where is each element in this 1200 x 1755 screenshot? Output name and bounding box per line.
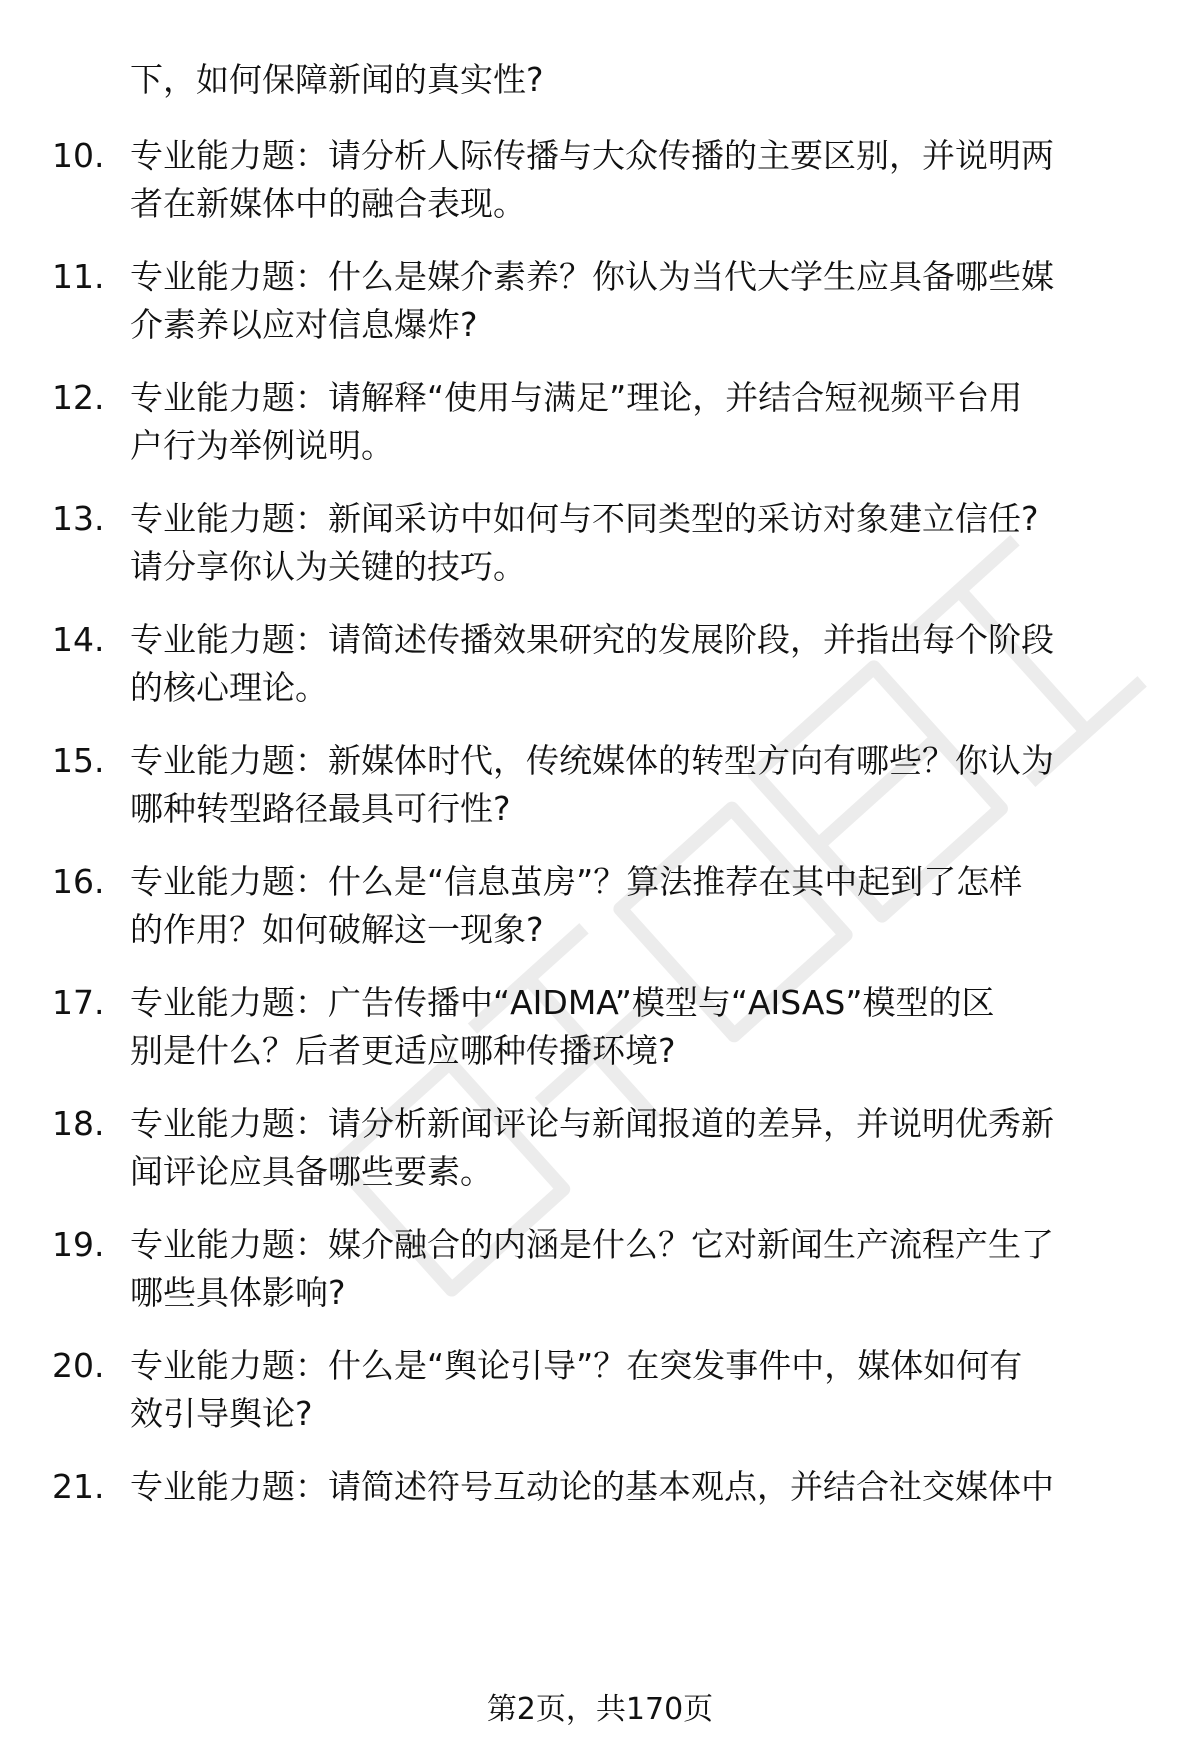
question-number: 14. <box>52 620 105 659</box>
question-item <box>0 1342 1200 1438</box>
question-text-line: 专业能力题：请解释“使用与满足”理论，并结合短视频平台用 <box>130 378 1023 417</box>
question-item <box>0 132 1200 228</box>
question-text-line: 请分享你认为关键的技巧。 <box>130 547 526 586</box>
question-number: 21. <box>52 1467 105 1506</box>
question-text-line: 闻评论应具备哪些要素。 <box>130 1152 493 1191</box>
question-text-line: 专业能力题：请简述传播效果研究的发展阶段，并指出每个阶段 <box>130 620 1054 659</box>
question-number: 17. <box>52 983 105 1022</box>
question-text-line: 专业能力题：请分析新闻评论与新闻报道的差异，并说明优秀新 <box>130 1104 1054 1143</box>
question-item <box>0 616 1200 712</box>
question-item <box>0 979 1200 1075</box>
question-text-line: 专业能力题：新闻采访中如何与不同类型的采访对象建立信任? <box>130 499 1039 538</box>
question-text-line: 专业能力题：请分析人际传播与大众传播的主要区别，并说明两 <box>130 136 1054 175</box>
question-text-line: 哪些具体影响? <box>130 1273 346 1312</box>
page-footer: 第2页，共170页 <box>486 1692 714 1727</box>
question-item <box>0 737 1200 833</box>
question-text-line: 哪种转型路径最具可行性? <box>130 789 511 828</box>
question-text-line: 专业能力题：媒介融合的内涵是什么？它对新闻生产流程产生了 <box>130 1225 1054 1264</box>
question-item <box>0 1100 1200 1196</box>
question-number: 20. <box>52 1346 105 1385</box>
question-number: 19. <box>52 1225 105 1264</box>
question-text-line: 的核心理论。 <box>130 668 328 707</box>
question-text-line: 户行为举例说明。 <box>130 426 394 465</box>
question-item <box>0 1221 1200 1317</box>
question-text-line: 者在新媒体中的融合表现。 <box>130 184 526 223</box>
question-text-line: 专业能力题：什么是“舆论引导”？在突发事件中，媒体如何有 <box>130 1346 1023 1385</box>
question-item <box>0 374 1200 470</box>
question-item <box>0 495 1200 591</box>
question-number: 13. <box>52 499 105 538</box>
question-number: 12. <box>52 378 105 417</box>
question-item <box>0 858 1200 954</box>
question-number: 15. <box>52 741 105 780</box>
question-text-line: 别是什么？后者更适应哪种传播环境? <box>130 1031 676 1070</box>
question-item <box>0 1463 1200 1559</box>
question-number: 10. <box>52 136 105 175</box>
question-text-line: 介素养以应对信息爆炸? <box>130 305 478 344</box>
question-number: 11. <box>52 257 105 296</box>
question-text-line: 专业能力题：新媒体时代，传统媒体的转型方向有哪些？你认为 <box>130 741 1054 780</box>
question-text-line: 专业能力题：广告传播中“AIDMA”模型与“AISAS”模型的区 <box>130 983 995 1022</box>
question-text-line: 效引导舆论? <box>130 1394 313 1433</box>
question-number: 16. <box>52 862 105 901</box>
question-text-line: 专业能力题：什么是“信息茧房”？算法推荐在其中起到了怎样 <box>130 862 1023 901</box>
continued-question-text: 下，如何保障新闻的真实性? <box>130 60 544 99</box>
question-text-line: 的作用？如何破解这一现象? <box>130 910 544 949</box>
question-number: 18. <box>52 1104 105 1143</box>
question-text-line: 专业能力题：请简述符号互动论的基本观点，并结合社交媒体中 <box>130 1467 1054 1506</box>
question-item <box>0 253 1200 349</box>
question-text-line: 专业能力题：什么是媒介素养？你认为当代大学生应具备哪些媒 <box>130 257 1054 296</box>
